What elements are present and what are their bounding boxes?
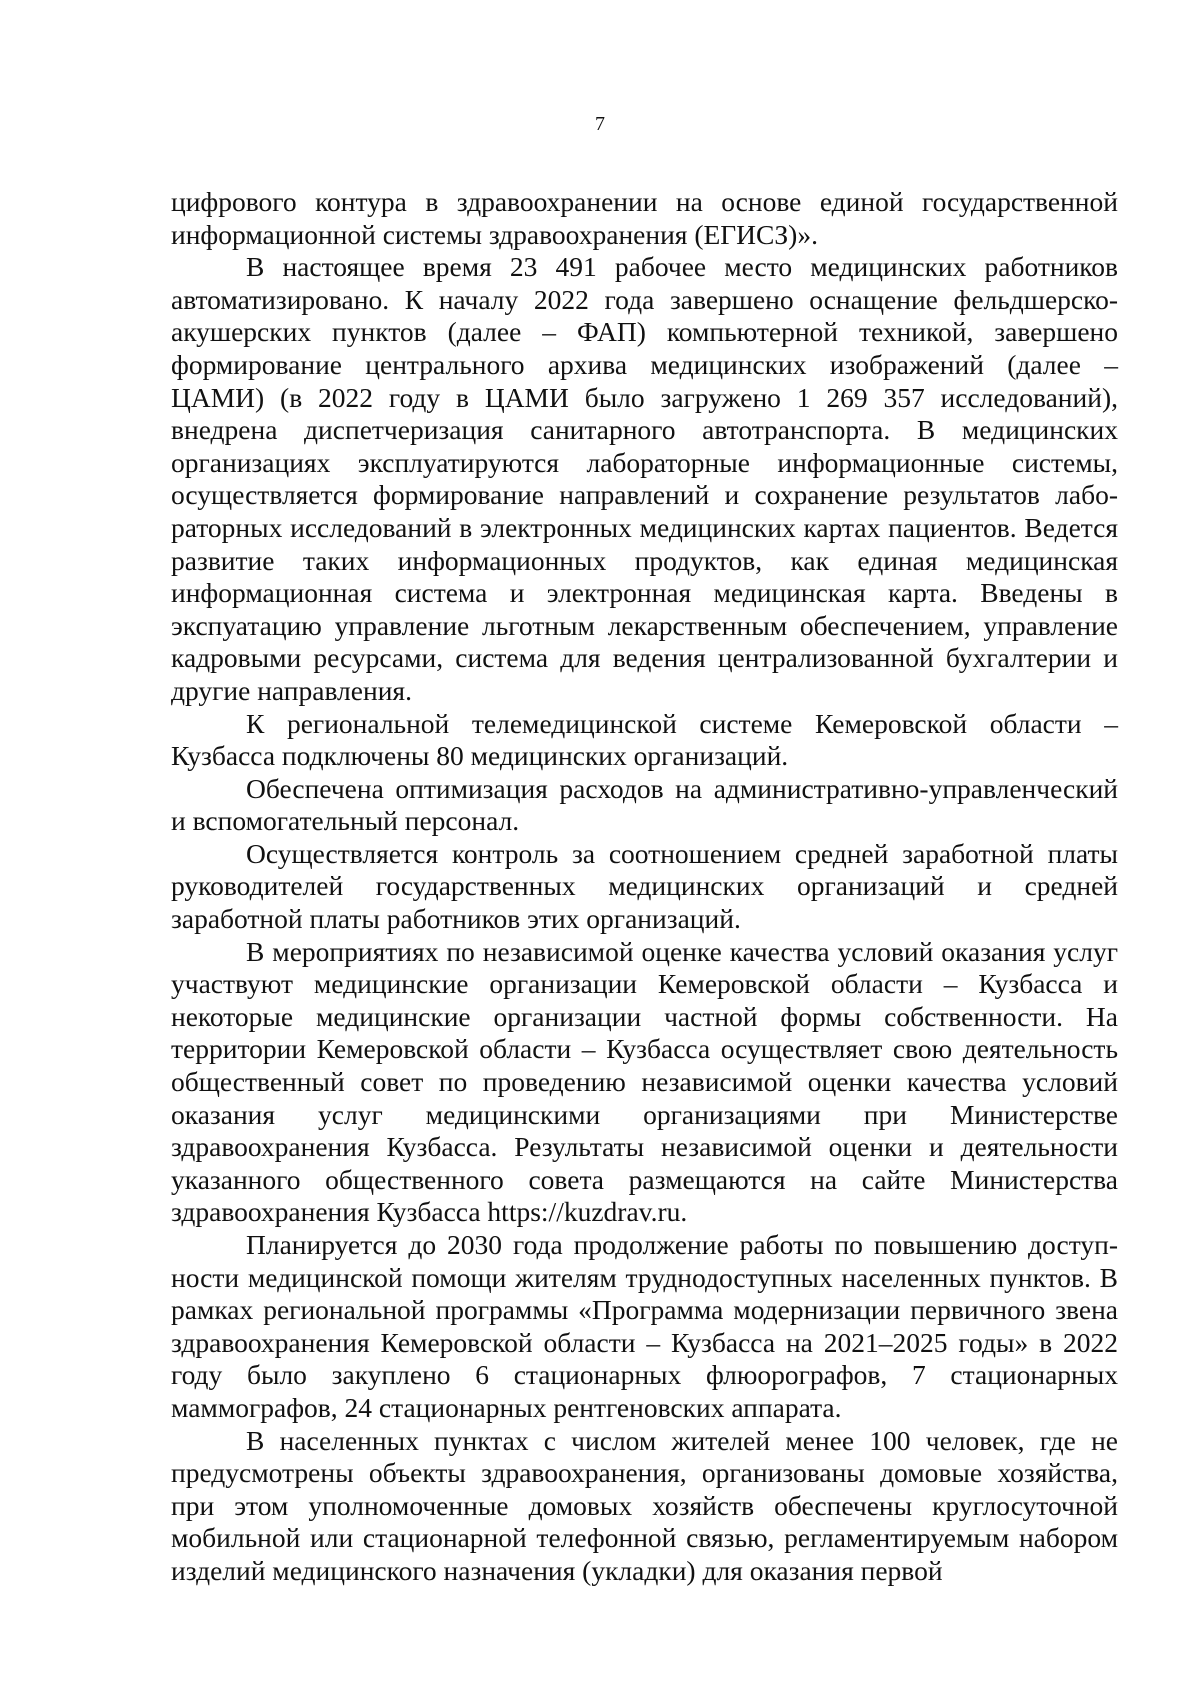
paragraph-telemedicine: К региональной телемедицинской системе Кемеровской области – Кузбасса подключены 80 медицинских организаций. (171, 707, 1118, 772)
paragraph-egisz-continuation: цифрового контура в здравоохранении на основе единой государственной информационной системы здравоохранения (ЕГИСЗ)». (171, 186, 1118, 250)
paragraph-household-care: В населенных пунктах с числом жителей менее 100 человек, где не предусмотрены объекты здравоохранения, организованы домовые хозяйства, при этом уполномоченные домовых хозяйств обеспечены круглосуточной мобильной или стационарной телефонной связью, регламентируемым набором изделий медицинского назначения (укладки) для оказания первой (171, 1424, 1118, 1586)
paragraph-quality-assessment: В мероприятиях по независимой оценке качества условий оказания услуг участвуют медицинские организации Кемеровской области – Кузбасса и некоторые медицинские организации частной формы собственности. На территории Кемеровской области – Кузбасса осуществляет свою деятельность общественный совет по проведению независимой оценки качества условий оказания услуг медицинскими организациями при Министерстве здравоохранения Кузбасса. Результаты независимой оценки и деятельности указанного общественного совета размещаются на сайте Министерства здравоохранения Кузбасса https://kuzdrav.ru. (171, 935, 1118, 1228)
paragraph-automation: В настоящее время 23 491 рабочее место медицинских работников автоматизировано. К началу 2022 года завершено оснащение фельдшерско-акушерских пунктов (далее – ФАП) компьютерной техникой, завершено формирование центрального архива медицинских изображений (далее – ЦАМИ) (в 2022 году в ЦАМИ было загружено 1 269 357 исследований), внедрена диспетчеризация санитарного автотранспорта. В медицинских организациях эксплуатируются лабораторные информационные системы, осуществляется формирование направлений и сохранение результатов лабораторных исследований в электронных медицинских картах пациентов. Ведется развитие таких информационных продуктов, как единая медицинская информационная система и электронная медицинская карта. Введены в экспуатацию управление льготным лекарственным обеспечением, управление кадровыми ресурсами, система для ведения централизованной бухгалтерии и другие направления. (171, 251, 1118, 706)
page-number: 7 (595, 113, 605, 135)
paragraph-modernization-program: Планируется до 2030 года продолжение работы по повышению доступности медицинской помощи жителям труднодоступных населенных пунктов. В рамках региональной программы «Программа модернизации первичного звена здравоохранения Кемеровской области – Кузбасса на 2021–2025 годы» в 2022 году было закуплено 6 стационарных флюорографов, 7 стационарных маммографов, 24 стационарных рентгеновских аппарата. (171, 1229, 1118, 1423)
paragraph-salary-control: Осуществляется контроль за соотношением средней заработной платы руководителей государственных медицинских организаций и средней заработной платы работников этих организаций. (171, 837, 1118, 935)
body-text (171, 186, 1118, 1588)
paragraph-cost-optimization: Обеспечена оптимизация расходов на административно-управленческий и вспомогательный персонал. (171, 772, 1118, 837)
